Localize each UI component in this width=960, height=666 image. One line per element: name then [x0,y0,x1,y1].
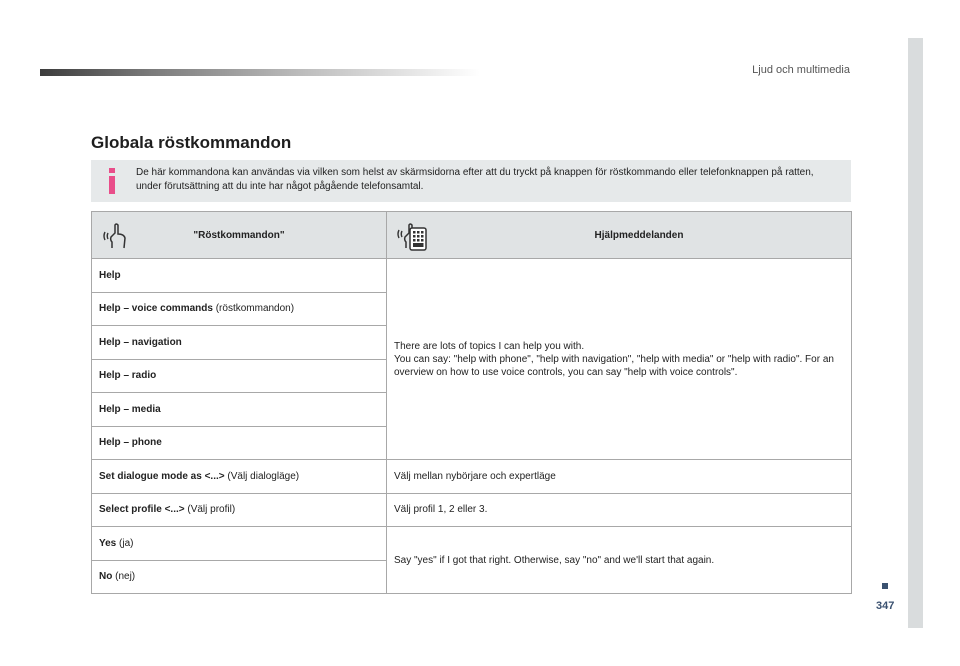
page-marker [882,583,888,589]
response-help-line1: There are lots of topics I can help you with. [394,340,585,352]
section-title: Ljud och multimedia [752,64,850,76]
response-profile-cell: Välj profil 1, 2 eller 3. [387,493,852,527]
table-row [92,493,852,527]
response-help-cell [387,259,852,460]
header-help-messages [387,212,852,259]
command-cell: Help – navigation [92,326,387,360]
info-icon [99,166,125,196]
command-cell: Set dialogue mode as <...> (Välj dialogläge) [92,460,387,494]
table-row [92,259,852,293]
page-number: 347 [876,600,895,612]
command-cell: Select profile <...> (Välj profil) [92,493,387,527]
info-box [91,160,851,202]
table-row [92,527,852,561]
command-cell: Help – media [92,393,387,427]
command-cell: Help – voice commands (röstkommandon) [92,292,387,326]
header-voice-commands [92,212,387,259]
response-yesno-cell: Say "yes" if I got that right. Otherwise, say "no" and we'll start that again. [387,527,852,594]
command-cell: Help – phone [92,426,387,460]
header-help-label: Hjälpmeddelanden [594,229,684,241]
header-voice-label: "Röstkommandon" [193,229,285,241]
table-row [92,460,852,494]
page-title: Globala röstkommandon [91,133,292,152]
header-decor-bar [40,69,480,76]
response-help-line2: You can say: "help with phone", "help with navigation", "help with media" or "help with radio". For an overview on how to use voice controls, you can say "help with voice controls". [394,353,834,378]
command-cell: Help – radio [92,359,387,393]
commands-table [91,211,852,594]
table-header-row [92,212,852,259]
info-text: De här kommandona kan användas via vilken som helst av skärmsidorna efter att du tryckt på knappen för röstkommando eller telefonknappen på ratten, under förutsättning att du inte har något pågående telefonsamtal. [136,167,814,192]
command-cell: No (nej) [92,560,387,594]
command-cell: Help [92,259,387,293]
side-strip [908,38,923,628]
command-cell: Yes (ja) [92,527,387,561]
response-dialogue-cell: Välj mellan nybörjare och expertläge [387,460,852,494]
